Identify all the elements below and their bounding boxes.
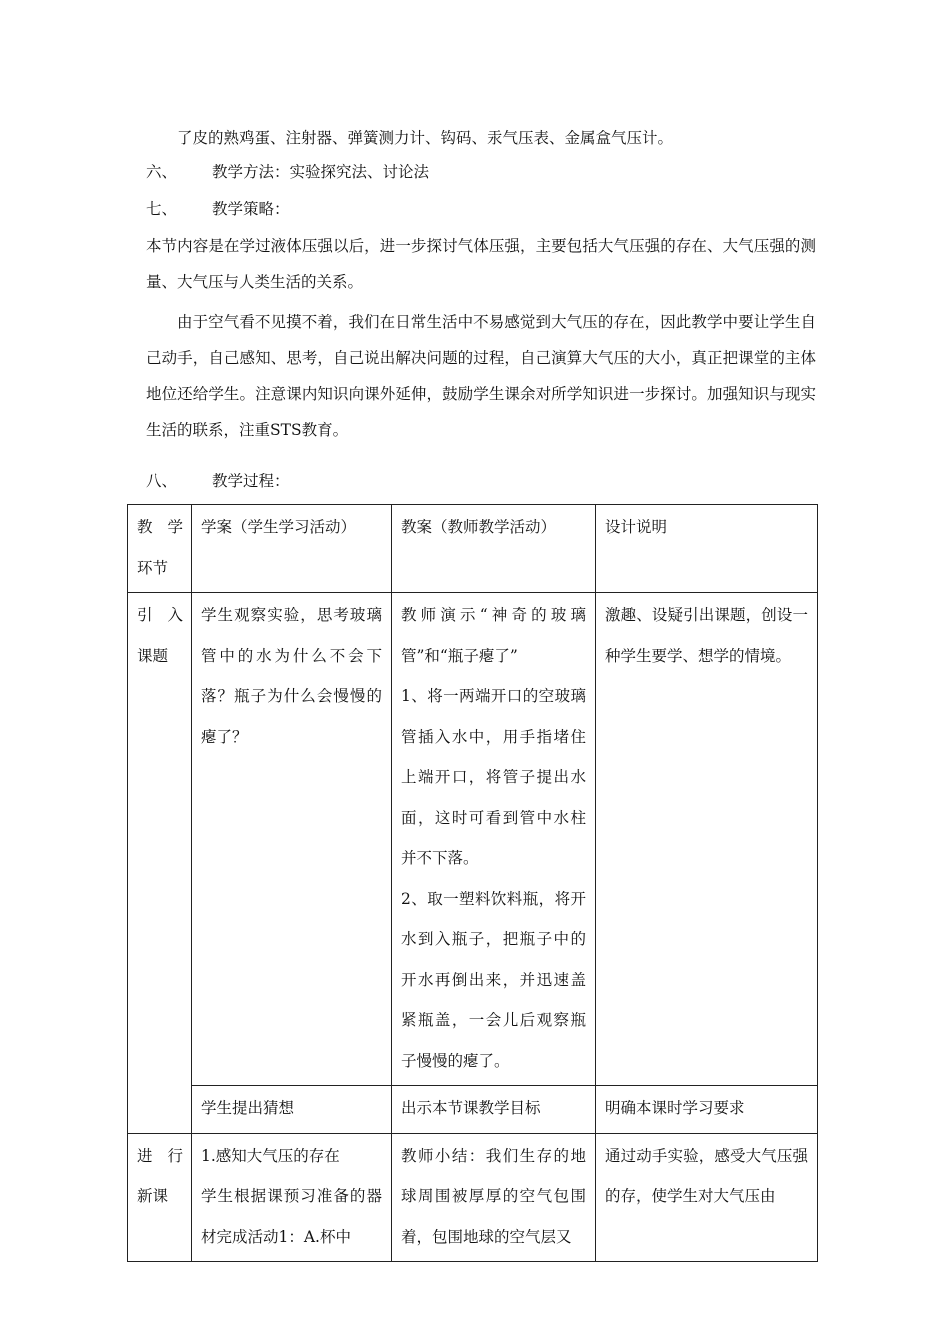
new-student: [192, 1133, 392, 1262]
table-row-intro: [128, 593, 818, 1086]
header-student: 学案（学生学习活动）: [192, 505, 392, 593]
header-teacher: 教案（教师教学活动）: [392, 505, 596, 593]
intro-teacher-title: 教师演示“神奇的玻璃管”和“瓶子瘪了”: [401, 606, 586, 665]
intro-teacher-step1: 1、将一两端开口的空玻璃管插入水中，用手指堵住上端开口，将管子提出水面，这时可看到管中水柱并不下落。: [401, 687, 586, 867]
intro-teacher: [392, 593, 596, 1086]
new-stage-line1: 进行: [137, 1146, 183, 1165]
header-design: 设计说明: [596, 505, 818, 593]
section-7-number: 七、: [146, 200, 178, 218]
intro-teacher-step2: 2、取一塑料饮料瓶，将开水到入瓶子，把瓶子中的开水再倒出来，并迅速盖紧瓶盖，一会儿后观察瓶子慢慢的瘪了。: [401, 889, 586, 1070]
header-stage-line2: 环节: [137, 558, 169, 577]
header-stage-line1: 教学: [137, 518, 183, 536]
section-6-text: 教学方法：实验探究法、讨论法: [212, 163, 430, 181]
table-row-goals: [128, 1086, 818, 1134]
new-student-title: 1.感知大气压的存在: [201, 1146, 340, 1165]
intro-student: [192, 593, 392, 1086]
header-stage: [128, 505, 192, 593]
teaching-process-table: [127, 504, 818, 1262]
intro-student-text: 学生观察实验，思考玻璃管中的水为什么不会下落？瓶子为什么会慢慢的瘪了？: [201, 606, 382, 746]
new-design-text: 通过动手实验，感受大气压强的存，使学生对大气压由: [605, 1146, 808, 1205]
new-teacher-text: 教师小结：我们生存的地球周围被厚厚的空气包围着，包围地球的空气层又: [401, 1146, 586, 1246]
strategy-paragraph-2: 由于空气看不见摸不着，我们在日常生活中不易感觉到大气压的存在，因此教学中要让学生自己动手，自己感知、思考，自己说出解决问题的过程，自己演算大气压的大小，真正把课堂的主体地位还给学生。注意课内知识向课外延伸，鼓励学生课余对所学知识进一步探讨。加强知识与现实生活的联系，注重STS教育。: [146, 313, 816, 439]
intro-design-text: 激趣、设疑引出课题，创设一种学生要学、想学的情境。: [605, 606, 808, 665]
intro-stage: [128, 593, 192, 1134]
table-header-row: [128, 505, 818, 593]
materials-line: 了皮的熟鸡蛋、注射器、弹簧测力计、钩码、汞气压表、金属盒气压计。: [177, 129, 674, 147]
strategy-paragraph-1: 本节内容是在学过液体压强以后，进一步探讨气体压强，主要包括大气压强的存在、大气压强的测量、大气压与人类生活的关系。: [146, 237, 816, 291]
goals-student: 学生提出猜想: [192, 1086, 392, 1134]
intro-stage-line1: 引入: [137, 606, 183, 624]
section-8-number: 八、: [146, 472, 178, 490]
section-6-number: 六、: [146, 163, 178, 181]
goals-design: 明确本课时学习要求: [596, 1086, 818, 1134]
new-design: [596, 1133, 818, 1262]
new-student-text: 学生根据课预习准备的器材完成活动1：A.杯中: [201, 1187, 382, 1246]
section-7-text: 教学策略：: [212, 200, 290, 218]
goals-teacher: 出示本节课教学目标: [392, 1086, 596, 1134]
new-stage: [128, 1133, 192, 1262]
section-8-text: 教学过程：: [212, 472, 290, 490]
new-teacher: [392, 1133, 596, 1262]
intro-design: [596, 593, 818, 1086]
table-row-new: [128, 1133, 818, 1262]
new-stage-line2: 新课: [137, 1187, 169, 1205]
intro-stage-line2: 课题: [137, 646, 169, 665]
